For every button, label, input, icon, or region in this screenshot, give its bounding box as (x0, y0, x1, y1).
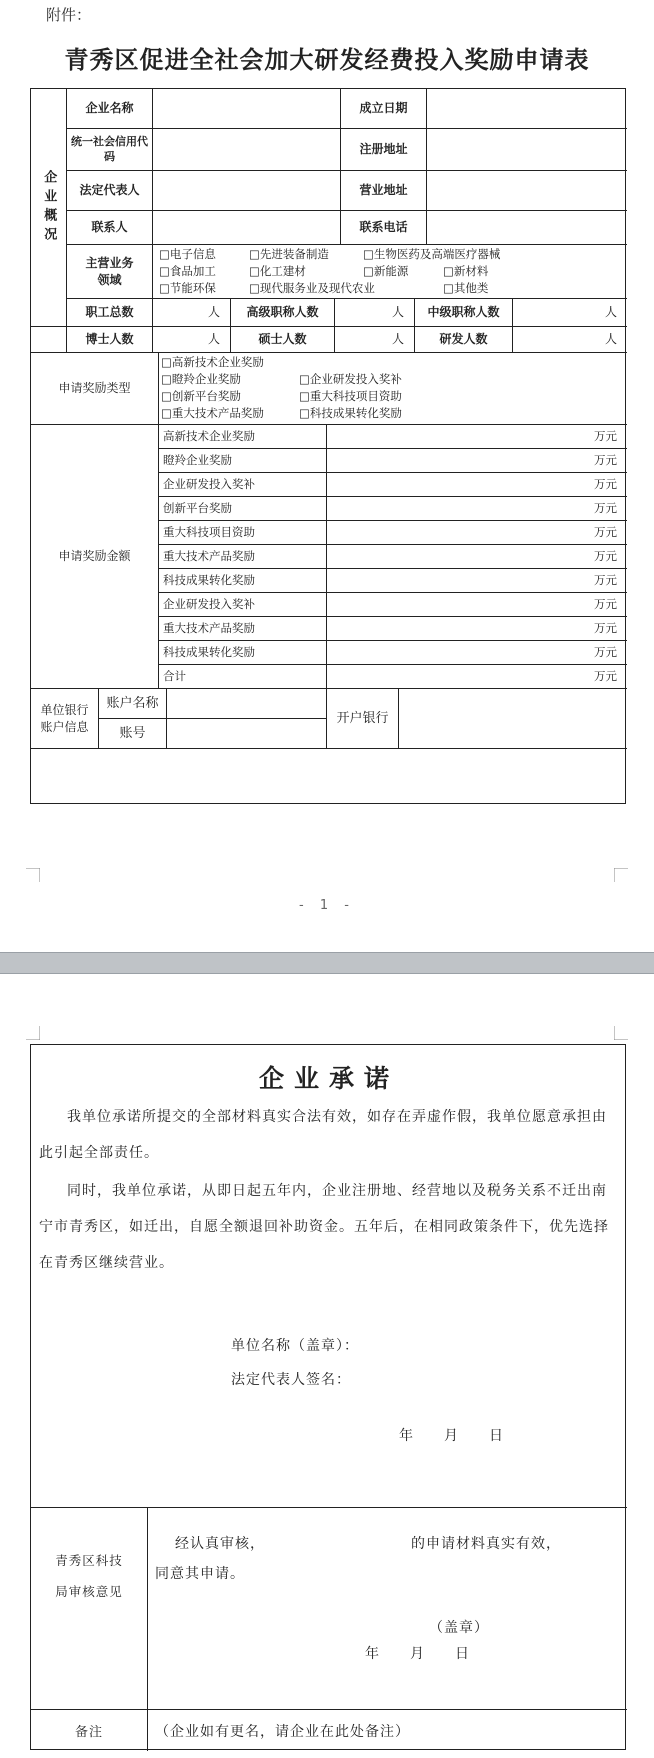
section-enterprise (31, 89, 67, 327)
unit-person: 人 (207, 332, 220, 347)
review-seal: （盖章） (429, 1620, 489, 1636)
amount-row-input[interactable]: 万元 (327, 641, 627, 665)
amount-row-input[interactable]: 万元 (327, 593, 627, 617)
unit-person: 人 (391, 332, 404, 347)
appendix-label: 附件： (46, 6, 92, 24)
amount-row-input[interactable]: 万元 (327, 569, 627, 593)
senior-title-input[interactable] (335, 299, 415, 327)
page-gap (0, 952, 654, 974)
company-name-input[interactable] (153, 89, 341, 129)
amount-row-input[interactable]: 万元 (327, 545, 627, 569)
business-option[interactable]: □现代服务业及现代农业 (249, 281, 375, 295)
business-address-input[interactable] (427, 171, 627, 211)
total-staff-input[interactable] (153, 299, 231, 327)
divider (31, 1709, 627, 1710)
amount-row-input[interactable]: 万元 (327, 665, 627, 689)
award-type-option[interactable]: □创新平台奖励 (161, 389, 241, 403)
account-no-input[interactable] (167, 719, 327, 749)
credit-code-input[interactable] (153, 129, 341, 171)
opening-bank-label: 开户银行 (327, 689, 399, 749)
rd-staff-input[interactable] (513, 327, 627, 353)
contact-input[interactable] (153, 211, 341, 245)
corner-mark-icon (614, 1026, 628, 1040)
established-date-label: 成立日期 (341, 89, 427, 129)
remarks-label: 备注 (74, 1725, 103, 1740)
master-input[interactable] (335, 327, 415, 353)
amount-row-input[interactable]: 万元 (327, 449, 627, 473)
main-business-options (153, 245, 627, 299)
corner-mark-icon (26, 868, 40, 882)
business-option[interactable]: □食品加工 (159, 264, 216, 278)
company-name-label: 企业名称 (67, 89, 153, 129)
review-text-3: 同意其申请。 (155, 1566, 245, 1582)
rd-staff-label: 研发人数 (415, 327, 513, 353)
opening-bank-input[interactable] (399, 689, 627, 749)
amount-row-input[interactable]: 万元 (327, 497, 627, 521)
business-option[interactable]: □节能环保 (159, 281, 216, 295)
amount-row-input[interactable]: 万元 (327, 473, 627, 497)
award-type-options (159, 353, 627, 425)
contact-phone-label: 联系电话 (341, 211, 427, 245)
business-option[interactable]: □生物医药及高端医疗器械 (363, 247, 501, 261)
award-type-option[interactable]: □瞪羚企业奖励 (161, 372, 241, 386)
pledge-date: 年 月 日 (399, 1428, 504, 1444)
corner-mark-icon (614, 868, 628, 882)
bank-info-label: 单位银行账户信息 (31, 689, 99, 749)
amount-row-label: 重大技术产品奖励 (159, 545, 327, 569)
master-label: 硕士人数 (231, 327, 335, 353)
phd-label: 博士人数 (67, 327, 153, 353)
pledge-form (30, 1044, 626, 1750)
award-type-option[interactable]: □企业研发投入奖补 (299, 372, 402, 386)
amount-row-label: 重大技术产品奖励 (159, 617, 327, 641)
amount-row-label: 创新平台奖励 (159, 497, 327, 521)
review-text-2: 的申请材料真实有效， (411, 1536, 561, 1552)
unit-person: 人 (391, 305, 404, 320)
business-option[interactable]: □化工建材 (249, 264, 306, 278)
main-business-label: 主营业务领域 (67, 245, 153, 299)
award-type-option[interactable]: □高新技术企业奖励 (161, 355, 264, 369)
business-option[interactable]: □电子信息 (159, 247, 216, 261)
contact-label: 联系人 (67, 211, 153, 245)
amount-row-label: 企业研发投入奖补 (159, 593, 327, 617)
divider (147, 1507, 148, 1751)
amount-row-label: 重大科技项目资助 (159, 521, 327, 545)
established-date-input[interactable] (427, 89, 627, 129)
amount-row-input[interactable]: 万元 (327, 425, 627, 449)
legal-rep-label: 法定代表人 (67, 171, 153, 211)
review-date: 年 月 日 (365, 1646, 470, 1662)
corner-mark-icon (26, 1026, 40, 1040)
mid-title-label: 中级职称人数 (415, 299, 513, 327)
award-type-option[interactable]: □重大技术产品奖励 (161, 406, 264, 420)
award-type-label: 申请奖励类型 (31, 353, 159, 425)
review-label: 青秀区科技局审核意见 (55, 1553, 123, 1599)
credit-code-label: 统一社会信用代码 (67, 129, 153, 171)
blank-cell (31, 327, 67, 353)
senior-title-label: 高级职称人数 (231, 299, 335, 327)
award-type-option[interactable]: □重大科技项目资助 (299, 389, 402, 403)
amount-row-label: 合计 (159, 665, 327, 689)
legal-rep-signature: 法定代表人签名： (231, 1372, 351, 1388)
legal-rep-input[interactable] (153, 171, 341, 211)
registered-address-input[interactable] (427, 129, 627, 171)
mid-title-input[interactable] (513, 299, 627, 327)
account-name-label: 账户名称 (99, 689, 167, 719)
business-option[interactable]: □新材料 (443, 264, 489, 278)
application-form (30, 88, 626, 804)
contact-phone-input[interactable] (427, 211, 627, 245)
account-name-input[interactable] (167, 689, 327, 719)
business-option[interactable]: □其他类 (443, 281, 489, 295)
account-no-label: 账号 (99, 719, 167, 749)
registered-address-label: 注册地址 (341, 129, 427, 171)
pledge-paragraph-2: 同时，我单位承诺，从即日起五年内，企业注册地、经营地以及税务关系不迁出南宁市青秀区，如迁出，自愿全额退回补助资金。五年后，在相同政策条件下，优先选择在青秀区继续营业。 (39, 1183, 609, 1271)
section-enterprise-label: 企业概况 (41, 169, 57, 246)
unit-name-seal: 单位名称（盖章）： (231, 1338, 359, 1354)
business-option[interactable]: □新能源 (363, 264, 409, 278)
award-amount-label: 申请奖励金额 (31, 425, 159, 689)
unit-person: 人 (604, 332, 617, 347)
unit-person: 人 (604, 305, 617, 320)
amount-row-label: 瞪羚企业奖励 (159, 449, 327, 473)
phd-input[interactable] (153, 327, 231, 353)
amount-row-input[interactable]: 万元 (327, 521, 627, 545)
business-option[interactable]: □先进装备制造 (249, 247, 329, 261)
total-staff-label: 职工总数 (67, 299, 153, 327)
amount-row-label: 科技成果转化奖励 (159, 641, 327, 665)
amount-row-input[interactable]: 万元 (327, 617, 627, 641)
page-number: - 1 - (299, 898, 355, 913)
review-text-1: 经认真审核， (175, 1536, 265, 1552)
divider (31, 1507, 627, 1508)
amount-row-label: 高新技术企业奖励 (159, 425, 327, 449)
page-2 (0, 974, 654, 1758)
pledge-paragraph-1: 我单位承诺所提交的全部材料真实合法有效，如存在弄虚作假，我单位愿意承担由此引起全部责任。 (39, 1109, 607, 1161)
remarks-text: （企业如有更名，请企业在此处备注） (155, 1724, 410, 1740)
award-type-option[interactable]: □科技成果转化奖励 (299, 406, 402, 420)
unit-person: 人 (207, 305, 220, 320)
business-address-label: 营业地址 (341, 171, 427, 211)
amount-row-label: 企业研发投入奖补 (159, 473, 327, 497)
page-title: 青秀区促进全社会加大研发经费投入奖励申请表 (64, 46, 590, 74)
pledge-title: 企业承诺 (258, 1064, 399, 1093)
amount-row-label: 科技成果转化奖励 (159, 569, 327, 593)
